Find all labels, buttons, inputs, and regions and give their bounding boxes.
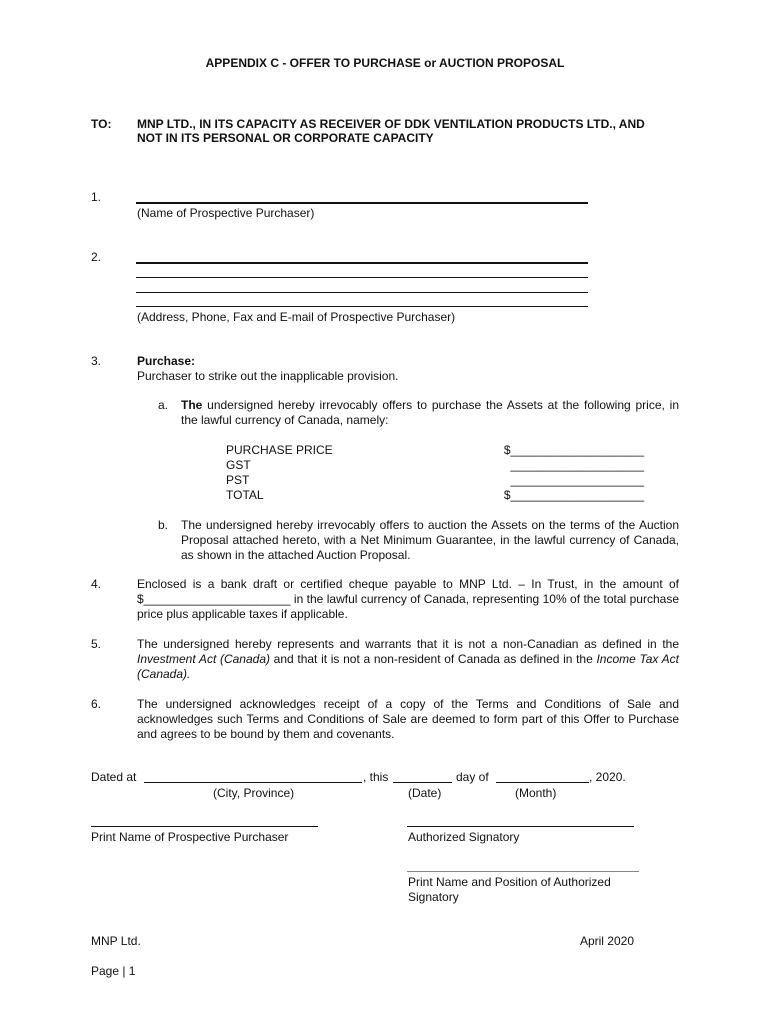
item-5-part-1: The undersigned hereby represents and warrants that it is not a non-Canadian as defined in the — [137, 637, 679, 651]
item-1-number: 1. — [91, 190, 102, 204]
option-a-text — [181, 398, 679, 428]
purchase-price-label: PURCHASE PRICE — [226, 443, 333, 457]
day-of-label: day of — [456, 770, 489, 784]
purchase-instruction: Purchaser to strike out the inapplicable provision. — [137, 369, 399, 383]
total-label: TOTAL — [226, 488, 264, 502]
item-5-income-tax-act: Income Tax Act (Canada). — [137, 652, 679, 681]
address-line-3[interactable] — [136, 292, 588, 293]
item-4-number: 4. — [91, 577, 102, 591]
dated-at-label: Dated at — [91, 770, 137, 784]
print-position-caption-2: Signatory — [408, 890, 459, 904]
this-label: , this — [363, 770, 389, 784]
item-5-part-2: and that it is not a non-resident of Canada as defined in the — [269, 652, 597, 666]
date-caption: (Date) — [408, 786, 442, 800]
pst-value[interactable]: ____________________ — [510, 473, 644, 487]
option-a-bold: The — [181, 398, 203, 412]
purchase-price-value[interactable]: $____________________ — [503, 443, 644, 457]
month-line[interactable] — [496, 782, 589, 783]
print-name-caption: Print Name of Prospective Purchaser — [91, 830, 289, 844]
option-b-label: b. — [158, 518, 169, 532]
city-province-line[interactable] — [144, 782, 362, 783]
address-line-1[interactable] — [136, 262, 588, 264]
city-province-caption: (City, Province) — [213, 786, 295, 800]
print-position-caption-1: Print Name and Position of Authorized — [408, 875, 611, 889]
purchase-heading: Purchase: — [137, 354, 196, 368]
name-of-purchaser-caption: (Name of Prospective Purchaser) — [137, 206, 315, 220]
gst-value[interactable]: ____________________ — [510, 458, 644, 472]
item-6-text: The undersigned acknowledges receipt of a copy of the Terms and Conditions of Sale and acknowledges such Terms and Conditions of Sale are deemed to form part of this Offer to Purchase and agrees to be bound by them and covenants. — [137, 697, 679, 741]
purchaser-name-line[interactable] — [91, 826, 318, 827]
to-line-2: NOT IN ITS PERSONAL OR CORPORATE CAPACITY — [137, 131, 434, 145]
authorized-signatory-line[interactable] — [407, 826, 634, 827]
date-line[interactable] — [393, 782, 452, 783]
total-value[interactable]: $____________________ — [503, 488, 644, 502]
month-caption: (Month) — [515, 786, 557, 800]
item-4-text: Enclosed is a bank draft or certified cheque payable to MNP Ltd. – In Trust, in the amount of $______________________ in the lawful currency of Canada, representing 10% of the total purchase price plus applicable taxes if applicable. — [137, 577, 679, 621]
item-5-investment-act: Investment Act (Canada) — [137, 652, 270, 666]
address-line-2[interactable] — [136, 277, 588, 278]
item-2-number: 2. — [91, 250, 102, 264]
footer-date: April 2020 — [579, 934, 634, 948]
item-6-number: 6. — [91, 697, 102, 711]
option-a-body: undersigned hereby irrevocably offers to purchase the Assets at the following price, in the lawful currency of Canada, namely: — [181, 398, 679, 427]
to-label: TO: — [91, 117, 112, 131]
print-name-position-line[interactable] — [407, 871, 639, 872]
item-5-number: 5. — [91, 637, 102, 651]
name-of-purchaser-line[interactable] — [136, 202, 588, 204]
item-3-number: 3. — [91, 354, 102, 368]
item-5-text — [137, 637, 679, 682]
option-b-text: The undersigned hereby irrevocably offers to auction the Assets on the terms of the Auction Proposal attached hereto, with a Net Minimum Guarantee, in the lawful currency of Canada, as shown in the attached Auction Proposal. — [181, 518, 679, 562]
option-a-label: a. — [158, 398, 169, 412]
year-label: , 2020. — [589, 770, 626, 784]
document-title: APPENDIX C - OFFER TO PURCHASE or AUCTION PROPOSAL — [205, 56, 565, 70]
authorized-signatory-caption: Authorized Signatory — [408, 830, 520, 844]
address-line-4[interactable] — [136, 306, 588, 307]
address-caption: (Address, Phone, Fax and E-mail of Prospective Purchaser) — [137, 310, 456, 324]
to-line-1: MNP LTD., IN ITS CAPACITY AS RECEIVER OF DDK VENTILATION PRODUCTS LTD., AND — [137, 117, 645, 131]
gst-label: GST — [226, 458, 251, 472]
page-number: Page | 1 — [91, 964, 136, 978]
pst-label: PST — [226, 473, 250, 487]
footer-company: MNP Ltd. — [91, 934, 141, 948]
